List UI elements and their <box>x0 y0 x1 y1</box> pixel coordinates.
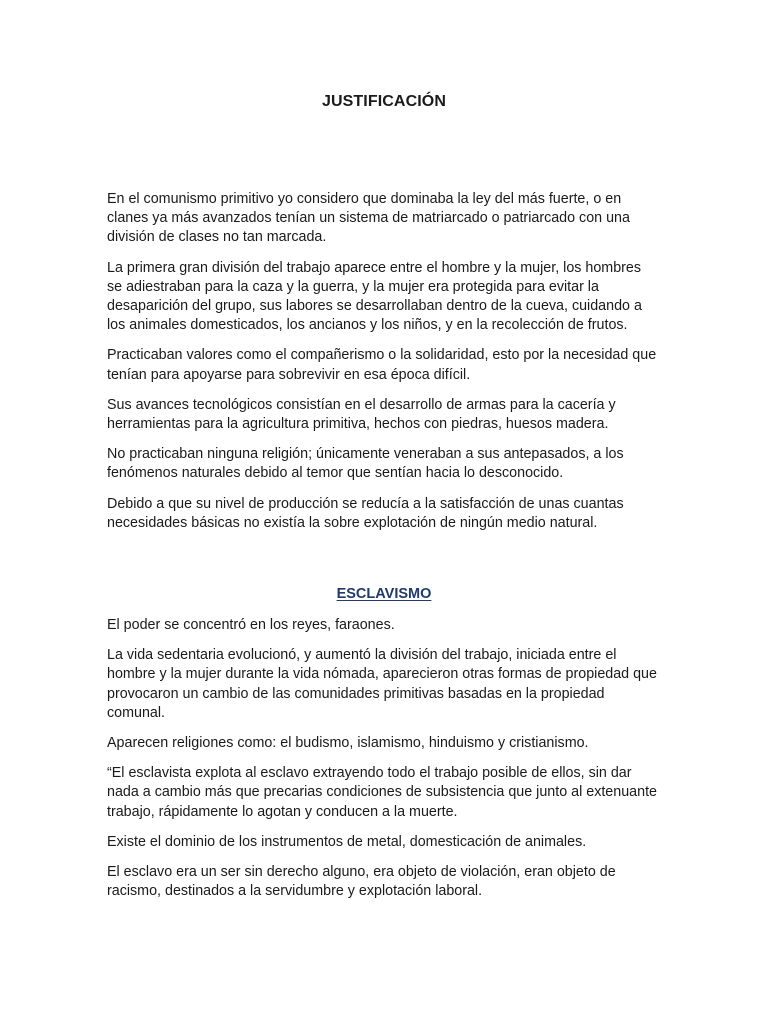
paragraph: Practicaban valores como el compañerismo o la solidaridad, esto por la necesidad que tenían para apoyarse para sobrevivir en esa época difícil. <box>107 347 657 383</box>
paragraph: Sus avances tecnológicos consistían en el desarrollo de armas para la cacería y herramientas para la agricultura primitiva, hechos con piedras, huesos madera. <box>107 396 616 433</box>
paragraph: El esclavo era un ser sin derecho alguno, era objeto de violación, eran objeto de racismo, destinados a la servidumbre y explotación laboral. <box>107 864 616 900</box>
paragraph: Aparecen religiones como: el budismo, islamismo, hinduismo y cristianismo. <box>107 735 589 752</box>
paragraph: Debido a que su nivel de producción se reducía a la satisfacción de unas cuantas necesidades básicas no existía la sobre explotación de ningún medio natural. <box>107 495 624 531</box>
paragraph: El poder se concentró en los reyes, faraones. <box>107 617 395 633</box>
esclavismo-section <box>107 616 659 912</box>
document-title: JUSTIFICACIÓN <box>322 93 446 110</box>
paragraph: Existe el dominio de los instrumentos de metal, domesticación de animales. <box>107 833 587 850</box>
paragraph: “El esclavista explota al esclavo extrayendo todo el trabajo posible de ellos, sin dar nada a cambio más que precarias condiciones de subsistencia que junto al extenuante trabajo, rápidamente lo agotan y conducen a la muerte. <box>107 765 657 820</box>
section-heading-esclavismo: ESCLAVISMO <box>336 586 432 602</box>
justificacion-section <box>107 190 659 544</box>
paragraph: En el comunismo primitivo yo considero que dominaba la ley del más fuerte, o en clanes ya más avanzados tenían un sistema de matriarcado o patriarcado con una división de clases no tan marcada. <box>107 191 630 246</box>
paragraph: La vida sedentaria evolucionó, y aumentó la división del trabajo, iniciada entre el hombre y la mujer durante la vida nómada, aparecieron otras formas de propiedad que provocaron un cambio de las comunidades primitivas basadas en la propiedad comunal. <box>107 647 657 721</box>
paragraph: No practicaban ninguna religión; únicamente veneraban a sus antepasados, a los fenómenos naturales debido al temor que sentían hacia lo desconocido. <box>107 446 624 482</box>
paragraph: La primera gran división del trabajo aparece entre el hombre y la mujer, los hombres se adiestraban para la caza y la guerra, y la mujer era protegida para evitar la desaparición del grupo, sus labores se desarrollaban dentro de la cueva, cuidando a los animales domesticados, los ancianos y los niños, y en la recolección de frutos. <box>107 259 642 334</box>
